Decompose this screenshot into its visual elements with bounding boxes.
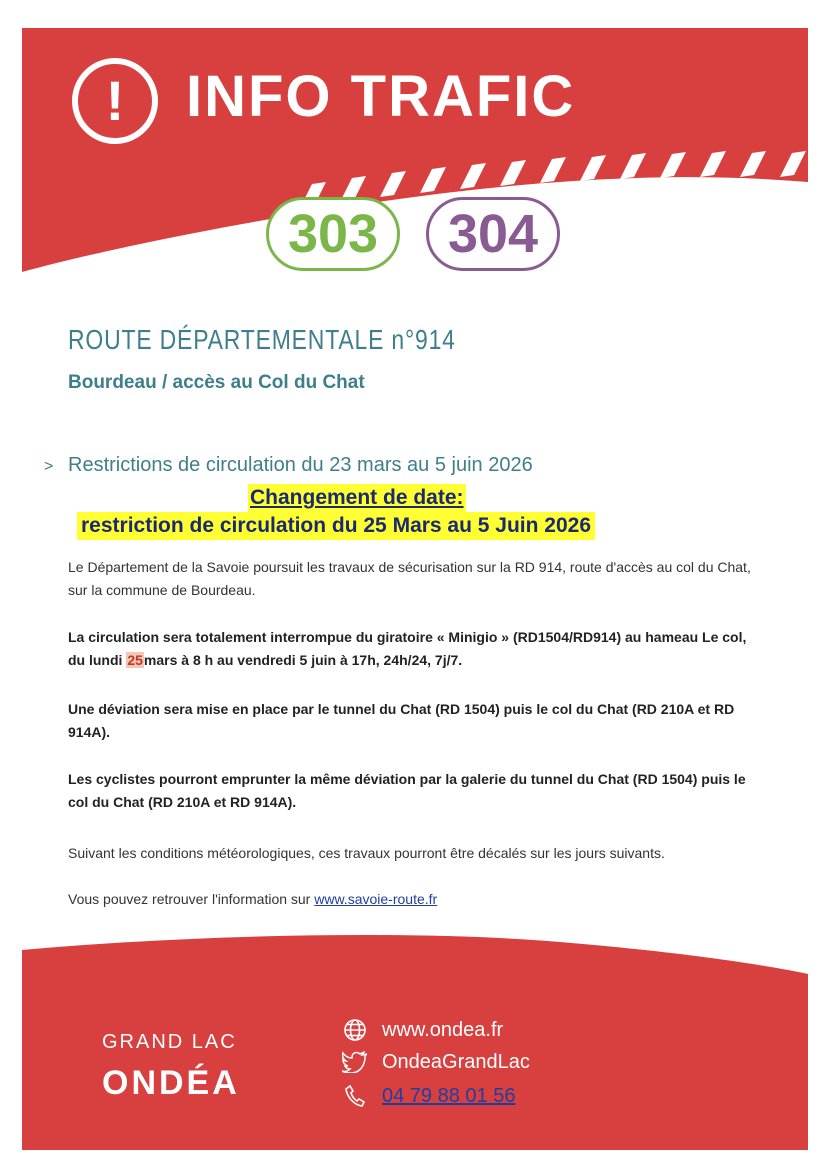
info-text: Vous pouvez retrouver l'information sur	[68, 891, 315, 907]
brand-grand-lac: GRAND LAC	[102, 1031, 237, 1053]
savoie-route-link[interactable]: www.savoie-route.fr	[314, 891, 438, 907]
globe-icon	[340, 1017, 370, 1043]
line-badge-303: 303	[266, 197, 400, 271]
website-text: www.ondea.fr	[382, 1019, 504, 1041]
brand-ondea-logo: ONDÉA	[102, 1064, 240, 1102]
header-title: INFO TRAFIC	[186, 64, 576, 129]
closure-text-start: La circulation sera totalement interrompue du giratoire « Minigio » (RD1504/RD914) au hameau Le col, du lundi	[68, 629, 747, 668]
highlighted-date: 25	[127, 652, 143, 668]
header-banner	[0, 0, 827, 300]
paragraph-info	[68, 888, 758, 911]
chevron-right-icon: >	[44, 458, 54, 475]
contact-twitter[interactable]	[340, 1047, 530, 1077]
contact-phone[interactable]	[340, 1081, 515, 1111]
paragraph-weather: Suivant les conditions météorologiques, ces travaux pourront être décalés sur les jours suivants.	[68, 845, 665, 861]
twitter-icon	[340, 1049, 370, 1075]
route-title: ROUTE DÉPARTEMENTALE n°914	[68, 324, 456, 355]
change-notice-text: restriction de circulation du 25 Mars au 5 Juin 2026	[77, 512, 595, 540]
phone-icon	[340, 1083, 370, 1109]
change-notice-heading: Changement de date:	[248, 484, 466, 512]
contact-website[interactable]	[340, 1015, 503, 1045]
route-subtitle: Bourdeau / accès au Col du Chat	[68, 372, 365, 393]
paragraph-cyclists: Les cyclistes pourront emprunter la même déviation par la galerie du tunnel du Chat (RD 1504) puis le col du Chat (RD 210A et RD 914A).	[68, 771, 746, 810]
line-badge-304: 304	[426, 197, 560, 271]
alert-icon: !	[72, 58, 158, 144]
paragraph-detour: Une déviation sera mise en place par le tunnel du Chat (RD 1504) puis le col du Chat (RD 210A et RD 914A).	[68, 701, 735, 740]
paragraph-intro: Le Département de la Savoie poursuit les travaux de sécurisation sur la RD 914, route d'accès au col du Chat, sur la commune de Bourdeau.	[68, 559, 751, 598]
closure-text-end: mars à 8 h au vendredi 5 juin à 17h, 24h/24, 7j/7.	[143, 652, 463, 668]
phone-text: 04 79 88 01 56	[382, 1085, 516, 1107]
paragraph-closure	[68, 626, 758, 672]
twitter-text: OndeaGrandLac	[382, 1051, 530, 1073]
restrictions-text: Restrictions de circulation du 23 mars au 5 juin 2026	[68, 454, 533, 476]
restrictions-line	[44, 452, 533, 480]
